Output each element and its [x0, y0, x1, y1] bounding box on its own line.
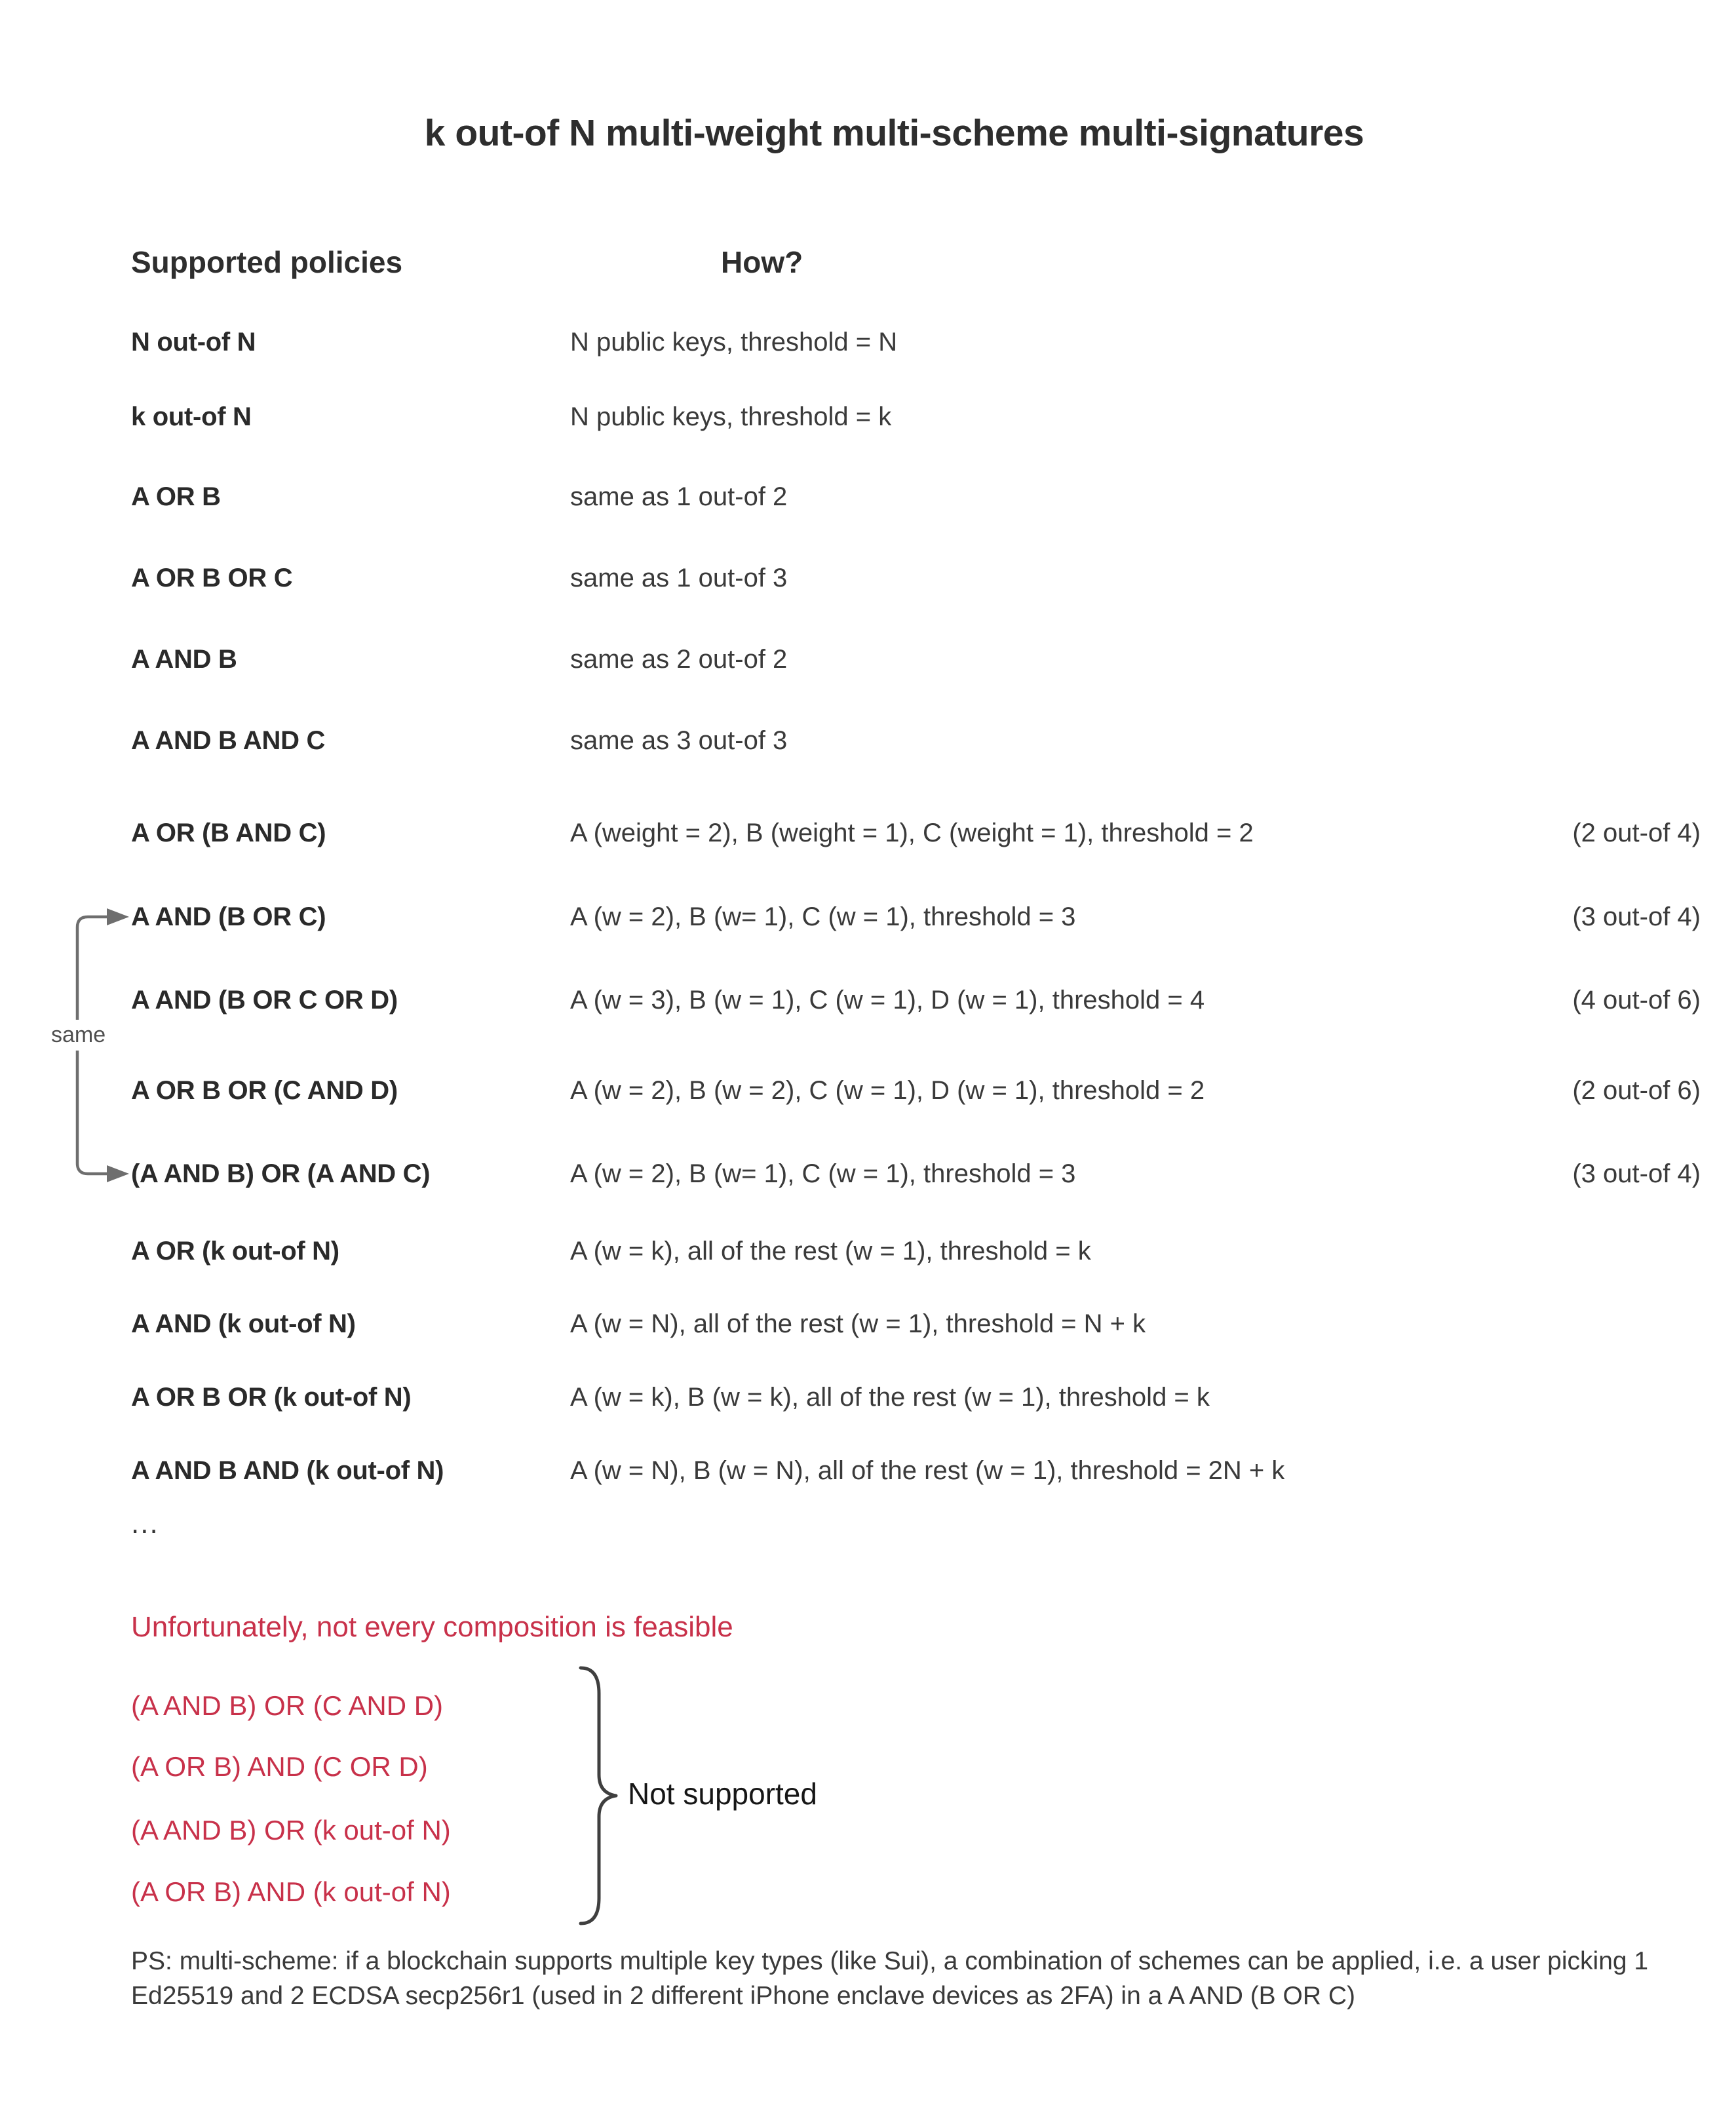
infeasible-item: (A OR B) AND (C OR D): [131, 1751, 428, 1782]
policy-label: A OR B OR C: [131, 564, 293, 592]
table-row: [0, 1075, 1736, 1106]
how-text: A (w = k), B (w = k), all of the rest (w = 1), threshold = k: [570, 1383, 1210, 1412]
not-supported-label: Not supported: [628, 1777, 817, 1811]
policy-label: k out-of N: [131, 402, 252, 431]
infeasible-item: (A OR B) AND (k out-of N): [131, 1876, 451, 1907]
policy-label: A AND B AND (k out-of N): [131, 1456, 444, 1485]
infeasible-heading: Unfortunately, not every composition is feasible: [131, 1611, 733, 1643]
table-row: [0, 481, 1736, 512]
ellipsis: ...: [131, 1507, 159, 1539]
how-text: A (w = N), all of the rest (w = 1), threshold = N + k: [570, 1309, 1146, 1338]
outof-note: (2 out-of 6): [1572, 1076, 1701, 1105]
policy-label: A AND (k out-of N): [131, 1309, 356, 1338]
outof-note: (4 out-of 6): [1572, 986, 1701, 1015]
how-text: same as 2 out-of 2: [570, 645, 788, 674]
how-text: same as 3 out-of 3: [570, 726, 788, 755]
table-row: [0, 1382, 1736, 1413]
how-text: N public keys, threshold = k: [570, 402, 892, 431]
table-row: [0, 1235, 1736, 1267]
policy-label: A AND (B OR C): [131, 902, 326, 931]
table-row: [0, 1158, 1736, 1189]
table-row: [0, 1308, 1736, 1340]
how-text: A (w = N), B (w = N), all of the rest (w = 1), threshold = 2N + k: [570, 1456, 1285, 1485]
policy-label: A OR (k out-of N): [131, 1237, 339, 1266]
infeasible-item: (A AND B) OR (C AND D): [131, 1690, 444, 1721]
how-text: A (weight = 2), B (weight = 1), C (weight = 1), threshold = 2: [570, 819, 1254, 847]
outof-note: (3 out-of 4): [1572, 902, 1701, 931]
table-row: [0, 562, 1736, 594]
column-header-how: How?: [721, 245, 803, 279]
table-row: [0, 984, 1736, 1016]
table-row: [0, 901, 1736, 933]
table-row: [0, 644, 1736, 675]
how-text: same as 1 out-of 3: [570, 564, 788, 592]
infeasible-item: (A AND B) OR (k out-of N): [131, 1815, 451, 1846]
policy-label: N out-of N: [131, 328, 256, 357]
column-header-policies: Supported policies: [131, 245, 403, 279]
outof-note: (2 out-of 4): [1572, 819, 1701, 847]
policy-label: A AND (B OR C OR D): [131, 986, 398, 1015]
how-text: A (w = 2), B (w= 1), C (w = 1), threshold = 3: [570, 902, 1076, 931]
table-row: [0, 1455, 1736, 1486]
table-row: [0, 401, 1736, 433]
table-row: [0, 326, 1736, 358]
policy-label: A AND B: [131, 645, 237, 674]
curly-brace-icon: [574, 1665, 627, 1927]
how-text: A (w = 2), B (w = 2), C (w = 1), D (w = 1), threshold = 2: [570, 1076, 1205, 1105]
outof-note: (3 out-of 4): [1572, 1159, 1701, 1188]
policy-label: A OR B: [131, 482, 221, 511]
policy-label: A OR B OR (C AND D): [131, 1076, 398, 1105]
ps-note: PS: multi-scheme: if a blockchain supports multiple key types (like Sui), a combination of schemes can be applied, i.e. a user picking 1 Ed25519 and 2 ECDSA secp256r1 (used in 2 different iPhone enclave devices as 2FA) in a A AND (B OR C): [131, 1947, 1649, 2010]
how-text: A (w = 3), B (w = 1), C (w = 1), D (w = 1), threshold = 4: [570, 986, 1205, 1015]
how-text: N public keys, threshold = N: [570, 328, 898, 357]
table-row: [0, 725, 1736, 756]
same-annotation-label: same: [45, 1020, 112, 1051]
policy-label: (A AND B) OR (A AND C): [131, 1159, 431, 1188]
how-text: A (w = k), all of the rest (w = 1), threshold = k: [570, 1237, 1091, 1266]
how-text: A (w = 2), B (w= 1), C (w = 1), threshold = 3: [570, 1159, 1076, 1188]
policy-label: A OR (B AND C): [131, 819, 326, 847]
how-text: same as 1 out-of 2: [570, 482, 788, 511]
table-row: [0, 817, 1736, 849]
page-title: k out-of N multi-weight multi-scheme multi-signatures: [424, 112, 1364, 154]
policy-label: A AND B AND C: [131, 726, 326, 755]
policy-label: A OR B OR (k out-of N): [131, 1383, 412, 1412]
